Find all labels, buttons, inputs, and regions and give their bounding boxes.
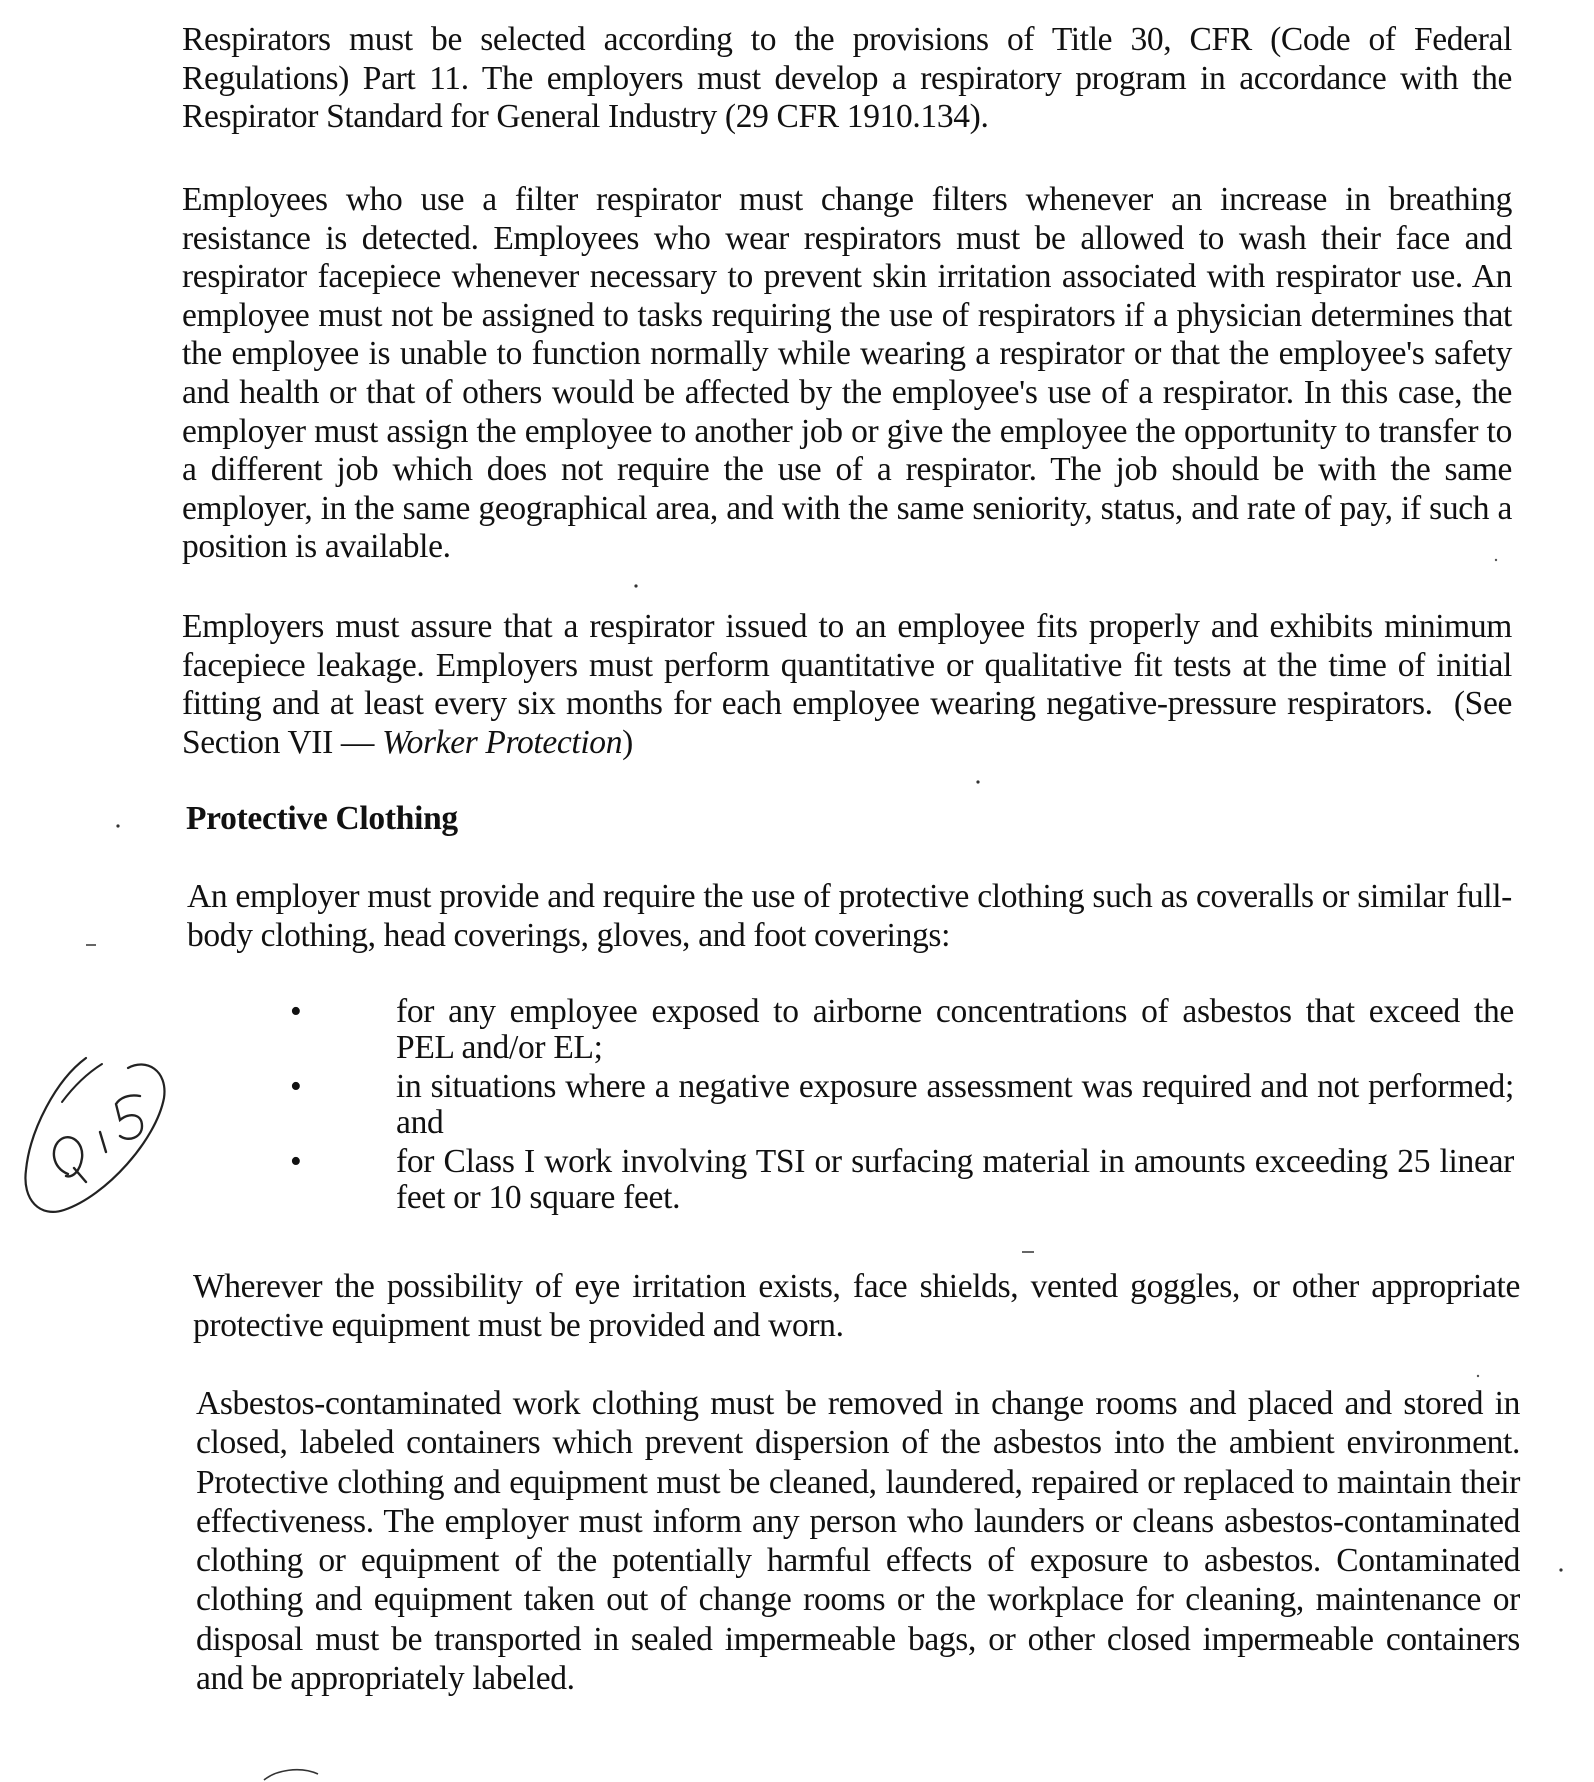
cross-reference-suffix: ) [622,723,633,761]
fit-testing-text: Employers must assure that a respirator issued to an employee fits properly and exhibits minimum facepiece leakage. Employers must perform quantitative or qualitative fit tests at the time of initial fitting and at least every six months for each employee wearing negative-pressure respirators. [182,608,1512,723]
bullet-icon: • [290,1068,302,1105]
paragraph-filter-respirator: Employees who use a filter respirator must change filters whenever an increase in breathing resistance is detected. Employees who wear respirators must be allowed to wash their face and respirator facepiece whenever necessary to prevent skin irritation associated with respirator use. An employee must not be assigned to tasks requiring the use of respirators if a physician determines that the employee is unable to function normally while wearing a respirator or that the employee's safety and health or that of others would be affected by the employee's use of a respirator. In this case, the employer must assign the employee to another job or give the employee the opportunity to transfer to a different job which does not require the use of a respirator. The job should be with the same employer, in the same geographical area, and with the same seniority, status, and rate of pay, if such a position is available. [182,181,1512,566]
handwritten-q15-mark [16,1050,176,1230]
list-item [280,1069,1514,1140]
cross-reference-prefix: (See Section VII — [182,685,1512,761]
list-item [280,1144,1514,1215]
section-heading: Protective Clothing [186,800,458,837]
bullet-text: for any employee exposed to airborne concentrations of asbestos that exceed the PEL and/or EL; [396,993,1514,1066]
bullet-icon: • [290,993,302,1030]
bullet-list [280,994,1514,1219]
cross-reference-title: Worker Protection [382,723,623,761]
paragraph-contaminated-clothing: Asbestos-contaminated work clothing must be removed in change rooms and placed and stored in closed, labeled containers which prevent dispersion of the asbestos into the ambient environment. Protective clothing and equipment must be cleaned, laundered, repaired or replaced to maintain their effectiveness. The employer must inform any person who launders or cleans asbestos-contaminated clothing or equipment of the potentially harmful effects of exposure to asbestos. Contaminated clothing and equipment taken out of change rooms or the workplace for cleaning, maintenance or disposal must be transported in sealed impermeable bags, or other closed impermeable containers and be appropriately labeled. [196,1385,1520,1698]
paragraph-fit-testing [182,608,1512,762]
paragraph-eye-protection: Wherever the possibility of eye irritation exists, face shields, vented goggles, or other appropriate protective equipment must be provided and worn. [193,1268,1520,1344]
list-item [280,994,1514,1065]
paragraph-protective-clothing-intro: An employer must provide and require the use of protective clothing such as coveralls or similar full-body clothing, head coverings, gloves, and foot coverings: [187,878,1512,954]
bullet-icon: • [290,1143,302,1180]
bullet-text: in situations where a negative exposure assessment was required and not performed; and [396,1068,1514,1141]
paragraph-respirator-selection: Respirators must be selected according to the provisions of Title 30, CFR (Code of Federal Regulations) Part 11. The employers must develop a respiratory program in accordance with the Respirator Standard for General Industry (29 CFR 1910.134). [182,21,1512,136]
bullet-text: for Class I work involving TSI or surfacing material in amounts exceeding 25 linear feet or 10 square feet. [396,1143,1514,1216]
